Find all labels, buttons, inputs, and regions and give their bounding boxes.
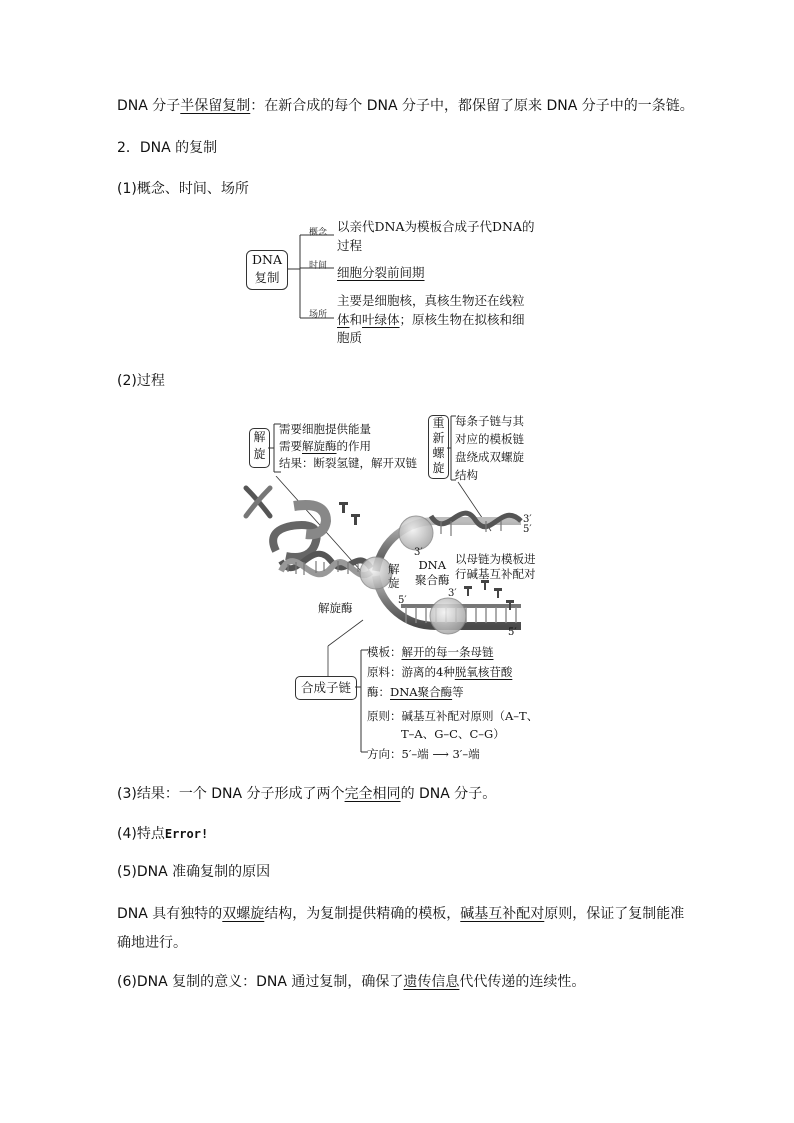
template-note xyxy=(455,552,536,582)
polymerase-enzyme-bottom xyxy=(430,598,466,634)
end-label: 3′ xyxy=(523,514,532,525)
synth-material xyxy=(367,664,512,680)
text: 和 xyxy=(349,312,363,327)
rewind-note: 盘绕成双螺旋 xyxy=(455,450,524,464)
term-genetic-info: 遗传信息 xyxy=(403,974,460,990)
text: 等 xyxy=(452,685,464,699)
box-char: 螺 xyxy=(432,446,445,460)
unwind-note: 需要细胞提供能量 xyxy=(279,422,371,436)
term-chloroplast: 叶绿体 xyxy=(362,312,400,327)
unwind-box xyxy=(249,428,270,468)
subheading-process: (2)过程 xyxy=(117,373,165,389)
term-semi-conservative: 半保留复制 xyxy=(180,98,251,114)
term-base-pairing: 碱基互补配对 xyxy=(460,906,545,922)
text: 行碱基互补配对 xyxy=(455,567,536,581)
concept-text: 过程 xyxy=(337,238,363,253)
concept-text: 以亲代DNA为模板合成子代DNA的 xyxy=(337,219,535,234)
polymerase-label xyxy=(415,558,450,588)
synth-rule: 原则：碱基互补配对原则（A–T、 xyxy=(367,709,539,723)
synth-enzyme xyxy=(367,684,464,700)
accuracy-paragraph-line1 xyxy=(117,904,684,924)
section-heading-dna-replication: 2．DNA 的复制 xyxy=(117,140,218,156)
term-helicase: 解旋酶 xyxy=(302,439,337,453)
text: (3)结果：一个 DNA 分子形成了两个 xyxy=(117,786,345,802)
term-polymerase: DNA聚合酶 xyxy=(390,685,453,699)
synth-brace xyxy=(355,644,369,758)
text: 的 DNA 分子。 xyxy=(400,786,497,802)
text: DNA 具有独特的 xyxy=(117,906,223,922)
time-text xyxy=(337,264,425,282)
box-char: 新 xyxy=(432,431,445,445)
term-double-helix: 双螺旋 xyxy=(222,906,265,922)
text: (4)特点 xyxy=(117,826,165,842)
end-label: 5′ xyxy=(398,595,407,606)
subheading-concept: (1)概念、时间、场所 xyxy=(117,181,249,197)
text: 模板： xyxy=(367,645,402,659)
text: 原则，保证了复制能准 xyxy=(544,906,685,922)
text: 解 xyxy=(388,562,400,576)
coiled-dna xyxy=(273,505,326,557)
box-char: 解 xyxy=(253,430,266,444)
label-place: 场所 xyxy=(309,310,328,320)
rewind-note: 对应的模板链 xyxy=(455,432,524,446)
synth-direction: 方向：5′–端 ⟶ 3′–端 xyxy=(367,747,480,761)
unwind-note: 结果：断裂氢键，解开双链 xyxy=(279,456,417,470)
end-label: 3′ xyxy=(448,588,457,599)
text: (6)DNA 复制的意义：DNA 通过复制，确保了 xyxy=(117,974,404,990)
text: 旋 xyxy=(388,576,400,590)
unwind-note xyxy=(279,438,371,454)
label-time: 时间 xyxy=(309,261,328,271)
term-interphase: 细胞分裂前间期 xyxy=(337,265,425,280)
synth-template xyxy=(367,644,494,660)
rewind-note: 每条子链与其 xyxy=(455,414,524,428)
rewind-box xyxy=(428,415,449,479)
significance-paragraph xyxy=(117,972,585,992)
subheading-accuracy: (5)DNA 准确复制的原因 xyxy=(117,864,271,880)
text: 结构，为复制提供精确的模板， xyxy=(264,906,461,922)
rewind-note: 结构 xyxy=(455,468,478,482)
dna-replication-box xyxy=(246,250,288,290)
end-label: 3′ xyxy=(414,547,423,558)
text: 原料：游离的4种 xyxy=(367,665,455,679)
term-identical: 完全相同 xyxy=(344,786,401,802)
text: DNA 分子 xyxy=(117,98,181,114)
accuracy-paragraph-line2: 确地进行。 xyxy=(117,935,187,951)
place-text: 胞质 xyxy=(337,330,363,345)
features-paragraph xyxy=(117,824,208,844)
text: 代代传递的连续性。 xyxy=(459,974,586,990)
unwind-mid-label xyxy=(388,562,400,590)
box-char: 旋 xyxy=(432,461,445,475)
error-text: Error! xyxy=(164,827,209,841)
box-line: 复制 xyxy=(254,270,280,285)
synth-rule: T–A、G–C、C–G） xyxy=(401,727,505,741)
label-concept: 概念 xyxy=(309,228,328,238)
text: ：在新合成的每个 DNA 分子中，都保留了原来 DNA 分子中的一条链。 xyxy=(250,98,694,114)
term-template: 解开的每一条母链 xyxy=(401,645,494,659)
term-nucleotides: 脱氧核苷酸 xyxy=(454,665,513,679)
text: 以母链为模板进 xyxy=(455,552,536,566)
chromosome-icon xyxy=(246,488,270,516)
text: 酶： xyxy=(367,685,390,699)
place-text xyxy=(337,311,525,329)
semi-conservative-paragraph xyxy=(117,96,694,116)
text: 聚合酶 xyxy=(415,573,450,587)
text: 需要 xyxy=(279,439,302,453)
box-char: 重 xyxy=(432,416,445,430)
place-text: 主要是细胞核，真核生物还在线粒 xyxy=(337,293,525,308)
box-char: 旋 xyxy=(253,447,266,461)
helicase-label: 解旋酶 xyxy=(318,601,353,615)
text: ；原核生物在拟核和细 xyxy=(399,312,525,327)
box-line: DNA xyxy=(252,252,282,267)
result-paragraph xyxy=(117,784,496,804)
synth-box: 合成子链 xyxy=(295,676,357,700)
term-mitochondria: 体 xyxy=(337,312,350,327)
text: 的作用 xyxy=(336,439,371,453)
text: DNA xyxy=(418,558,447,572)
end-label: 5′ xyxy=(523,524,532,535)
end-label: 5′ xyxy=(508,627,517,638)
